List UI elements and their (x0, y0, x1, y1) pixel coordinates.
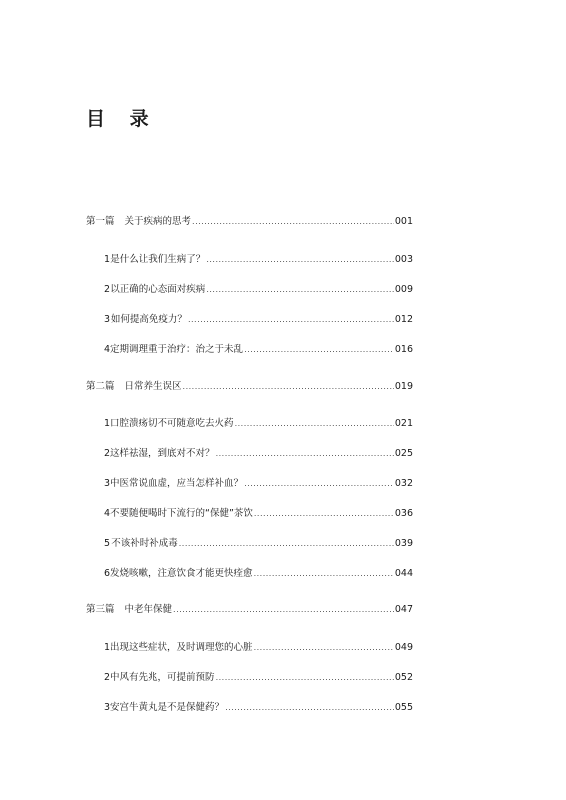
chapter-number: 4 (104, 508, 111, 519)
page-number: 039 (394, 538, 413, 549)
page-number: 021 (394, 418, 413, 429)
dot-leader (206, 254, 394, 266)
toc-chapter[interactable] (104, 344, 413, 356)
toc-chapter[interactable] (104, 314, 413, 326)
chapter-title: 不要随便喝时下流行的“保健”茶饮 (110, 508, 253, 519)
chapter-title: 是什么让我们生病了？ (110, 254, 206, 265)
toc-part-3[interactable] (86, 604, 413, 616)
chapter-title: 以正确的心态面对疾病 (110, 284, 206, 295)
chapter-number: 1 (104, 254, 111, 265)
page-number: 044 (394, 568, 413, 579)
page-number: 049 (394, 642, 413, 653)
page-title: 目 录 (86, 108, 158, 130)
page-number: 003 (394, 254, 413, 265)
page-number: 055 (394, 702, 413, 713)
toc-chapter[interactable] (104, 478, 413, 490)
toc-chapter[interactable] (104, 642, 413, 654)
chapter-number: 4 (104, 344, 111, 355)
page-number: 012 (394, 314, 413, 325)
chapter-number: 6 (104, 568, 111, 579)
toc-chapter[interactable] (104, 418, 413, 430)
part-number: 第三篇 (86, 604, 115, 615)
chapter-number: 2 (104, 448, 111, 459)
chapter-title: 出现这些症状，及时调理您的心脏 (110, 642, 253, 653)
dot-leader (183, 381, 394, 393)
chapter-number: 2 (104, 284, 111, 295)
chapter-number: 3 (104, 478, 111, 489)
chapter-title: 发烧咳嗽，注意饮食才能更快痊愈 (110, 568, 253, 579)
part-number: 第二篇 (86, 381, 115, 392)
chapter-number: 5 (104, 538, 111, 549)
toc-chapter[interactable] (104, 672, 413, 684)
chapter-number: 2 (104, 672, 111, 683)
dot-leader (254, 642, 394, 654)
chapter-title: 口腔溃疡切不可随意吃去火药 (110, 418, 234, 429)
toc-chapter[interactable] (104, 448, 413, 460)
dot-leader (216, 672, 394, 684)
toc-chapter[interactable] (104, 508, 413, 520)
toc-chapter[interactable] (104, 284, 413, 296)
dot-leader (179, 538, 394, 550)
dot-leader (192, 216, 394, 228)
page-number: 019 (394, 381, 413, 392)
toc-chapter[interactable] (104, 254, 413, 266)
chapter-number: 1 (104, 418, 111, 429)
dot-leader (244, 344, 394, 356)
part-title: 中老年保健 (124, 604, 173, 615)
chapter-title: 中风有先兆，可提前预防 (110, 672, 215, 683)
dot-leader (235, 418, 394, 430)
dot-leader (254, 568, 394, 580)
part-title: 关于疾病的思考 (124, 216, 192, 227)
page-number: 009 (394, 284, 413, 295)
dot-leader (254, 508, 394, 520)
toc-chapter[interactable] (104, 538, 413, 550)
toc-part-1[interactable] (86, 216, 413, 228)
page-number: 001 (394, 216, 413, 227)
page-number: 016 (394, 344, 413, 355)
page-number: 032 (394, 478, 413, 489)
part-title: 日常养生误区 (124, 381, 182, 392)
dot-leader (244, 478, 394, 490)
page-number: 036 (394, 508, 413, 519)
chapter-title: 这样祛湿，到底对不对？ (110, 448, 215, 459)
chapter-title: 定期调理重于治疗：治之于未乱 (110, 344, 244, 355)
chapter-title: 如何提高免疫力？ (110, 314, 187, 325)
dot-leader (173, 604, 394, 616)
chapter-number: 3 (104, 314, 111, 325)
chapter-title: 不该补时补成毒 (111, 538, 178, 549)
page-number: 047 (394, 604, 413, 615)
chapter-number: 1 (104, 642, 111, 653)
dot-leader (206, 284, 394, 296)
dot-leader (225, 702, 394, 714)
chapter-number: 3 (104, 702, 111, 713)
toc-chapter[interactable] (104, 702, 413, 714)
dot-leader (216, 448, 394, 460)
page-number: 025 (394, 448, 413, 459)
chapter-title: 中医常说血虚，应当怎样补血？ (110, 478, 244, 489)
page-number: 052 (394, 672, 413, 683)
toc-chapter[interactable] (104, 568, 413, 580)
toc-part-2[interactable] (86, 381, 413, 393)
chapter-title: 安宫牛黄丸是不是保健药？ (110, 702, 225, 713)
dot-leader (188, 314, 394, 326)
part-number: 第一篇 (86, 216, 115, 227)
